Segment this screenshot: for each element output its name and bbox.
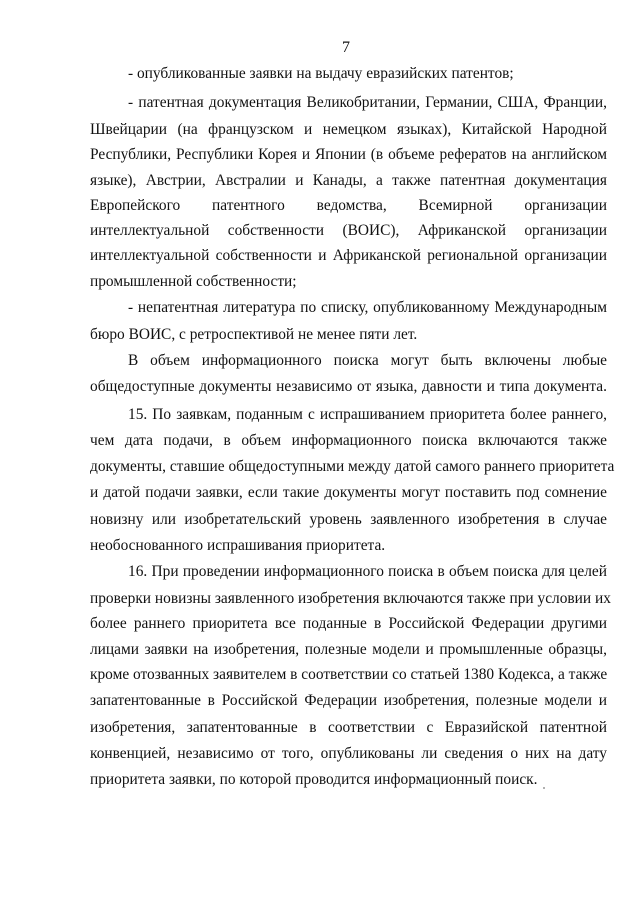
text-line: 16. При проведении информационного поиска в объем поиска для целей (128, 563, 607, 580)
page-number: 7 (342, 39, 350, 56)
text-line: Швейцарии (на французском и немецком языках), Китайской Народной (90, 121, 607, 138)
text-line: запатентованные в Российской Федерации изобретения, полезные модели и (90, 692, 607, 709)
text-line: - патентная документация Великобритании, Германии, США, Франции, (128, 94, 607, 111)
text-line: лицами заявки на изобретения, полезные модели и промышленные образцы, (90, 641, 607, 658)
text-line: языке), Австрии, Австралии и Канады, а также патентная документация (90, 172, 607, 189)
text-line: изобретения, запатентованные в соответствии с Евразийской патентной (90, 719, 607, 736)
text-line: В объем информационного поиска могут быть включены любые (128, 352, 607, 369)
text-line: Европейского патентного ведомства, Всемирной организации (90, 197, 607, 214)
text-line: бюро ВОИС, с ретроспективой не менее пяти лет. (90, 326, 418, 343)
text-line: кроме отозванных заявителем в соответствии со статьей 1380 Кодекса, а также (90, 666, 608, 683)
text-line: документы, ставшие общедоступными между датой самого раннего приоритета (90, 458, 615, 475)
text-line: промышленной собственности; (90, 273, 297, 290)
text-line: необоснованного испрашивания приоритета. (90, 537, 386, 554)
text-line: интеллектуальной собственности (ВОИС), Африканской организации (90, 222, 607, 239)
text-line: интеллектуальной собственности и Африканской региональной организации (90, 247, 607, 264)
text-line: Республики, Республики Корея и Японии (в объеме рефератов на английском (90, 146, 607, 163)
text-line: новизну или изобретательский уровень заявленного изобретения в случае (90, 511, 607, 528)
text-line: приоритета заявки, по которой проводится информационный поиск. (90, 771, 538, 788)
scan-artifact (543, 787, 545, 789)
text-line: чем дата подачи, в объем информационного поиска включаются также (90, 432, 607, 449)
text-line: 15. По заявкам, поданным с испрашиванием приоритета более раннего, (128, 406, 607, 423)
text-line: проверки новизны заявленного изобретения включаются также при условии их (90, 590, 611, 607)
text-line: - непатентная литература по списку, опубликованному Международным (128, 299, 607, 316)
text-line: общедоступные документы независимо от языка, давности и типа документа. (90, 378, 607, 395)
text-line: - опубликованные заявки на выдачу евразийских патентов; (128, 65, 514, 82)
text-line: и датой подачи заявки, если такие документы могут поставить под сомнение (90, 484, 607, 501)
text-line: конвенцией, независимо от того, опубликованы ли сведения о них на дату (90, 745, 607, 762)
text-line: более раннего приоритета все поданные в Российской Федерации другими (90, 615, 607, 632)
